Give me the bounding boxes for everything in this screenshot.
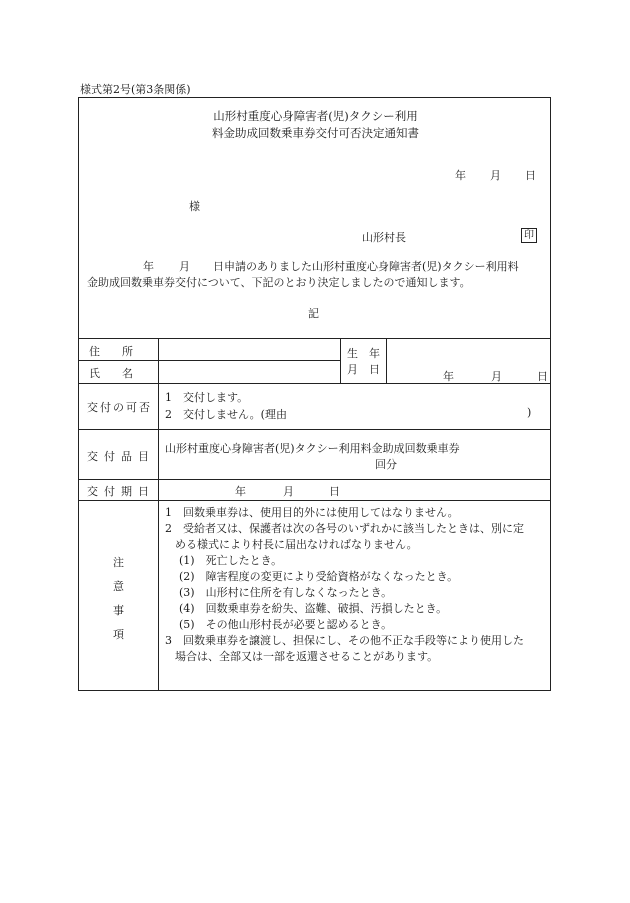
issue-label: 交付の可否 [87, 401, 152, 414]
issue-close-paren: ) [527, 406, 532, 419]
row-line-issue [79, 429, 550, 430]
seal-mark: 印 [521, 228, 537, 243]
birth-year: 年 [443, 370, 454, 383]
notes-text [165, 505, 550, 665]
address-label: 住 所 [89, 345, 133, 358]
row-line-period [79, 500, 550, 501]
period-label: 交付期日 [87, 485, 155, 498]
note-2-sub-3: (3) 山形村に住所を有しなくなったとき。 [179, 586, 393, 599]
form-number: 様式第2号(第3条関係) [80, 83, 191, 96]
birth-day: 日 [537, 370, 548, 383]
row-line-item [79, 479, 550, 480]
issue-option-1: 1 交付します。 [165, 391, 249, 404]
issuer-name: 山形村長 [362, 231, 406, 244]
period-month: 月 [283, 485, 294, 498]
note-2-sub-4: (4) 回数乗車券を紛失、盗難、破損、汚損したとき。 [179, 602, 448, 615]
period-day: 日 [329, 485, 340, 498]
row-line-birth [79, 383, 550, 384]
addressee-suffix: 様 [189, 200, 200, 213]
item-line-2: 回分 [375, 458, 397, 471]
body-line1: 日申請のありました山形村重度心身障害者(児)タクシー利用料 [213, 260, 519, 273]
item-line-1: 山形村重度心身障害者(児)タクシー利用料金助成回数乗車券 [165, 442, 460, 455]
note-2-sub-1: (1) 死亡したとき。 [179, 554, 283, 567]
body-month: 月 [179, 260, 190, 273]
item-label: 交付品目 [87, 450, 155, 463]
form-title-line2: 料金助成回数乗車券交付可否決定通知書 [212, 126, 419, 140]
note-2-sub-5: (5) その他山形村長が必要と認めるとき。 [179, 618, 393, 631]
table-top-line [79, 338, 550, 339]
note-3-line-2: 場合は、全部又は一部を返還させることがあります。 [175, 650, 439, 663]
note-1: 1 回数乗車券は、使用目的外には使用してはなりません。 [165, 506, 459, 519]
birth-label-1: 生 年 [347, 347, 380, 360]
birth-label-2: 月 日 [347, 363, 380, 376]
notes-label-char-4: 項 [113, 628, 124, 641]
birth-right-line [386, 338, 387, 383]
note-3-line-1: 3 回数乗車券を譲渡し、担保にし、その他不正な手段等により使用した [165, 634, 524, 647]
notes-label-char-1: 注 [113, 556, 124, 569]
period-year: 年 [235, 485, 246, 498]
birth-left-line [340, 338, 341, 383]
name-label: 氏 名 [89, 367, 133, 380]
note-2-line-1: 2 受給者又は、保護者は次の各号のいずれかに該当したときは、別に定 [165, 522, 524, 535]
notes-label-char-2: 意 [113, 580, 124, 593]
date-year: 年 [455, 169, 466, 182]
date-day: 日 [525, 169, 536, 182]
body-year: 年 [143, 260, 154, 273]
label-column-line [158, 338, 159, 690]
ki-heading: 記 [308, 307, 319, 320]
issue-option-2: 2 交付しません。(理由 [165, 408, 287, 421]
form-title-line1: 山形村重度心身障害者(児)タクシー利用 [213, 109, 418, 123]
notification-form [78, 97, 551, 691]
birth-month: 月 [491, 370, 502, 383]
notes-label-char-3: 事 [113, 604, 124, 617]
row-line-address [79, 360, 340, 361]
note-2-line-2: める様式により村長に届出なければなりません。 [175, 538, 418, 551]
note-2-sub-2: (2) 障害程度の変更により受給資格がなくなったとき。 [179, 570, 459, 583]
date-month: 月 [490, 169, 501, 182]
body-line2: 金助成回数乗車券交付について、下記のとおり決定しましたので通知します。 [87, 276, 471, 289]
